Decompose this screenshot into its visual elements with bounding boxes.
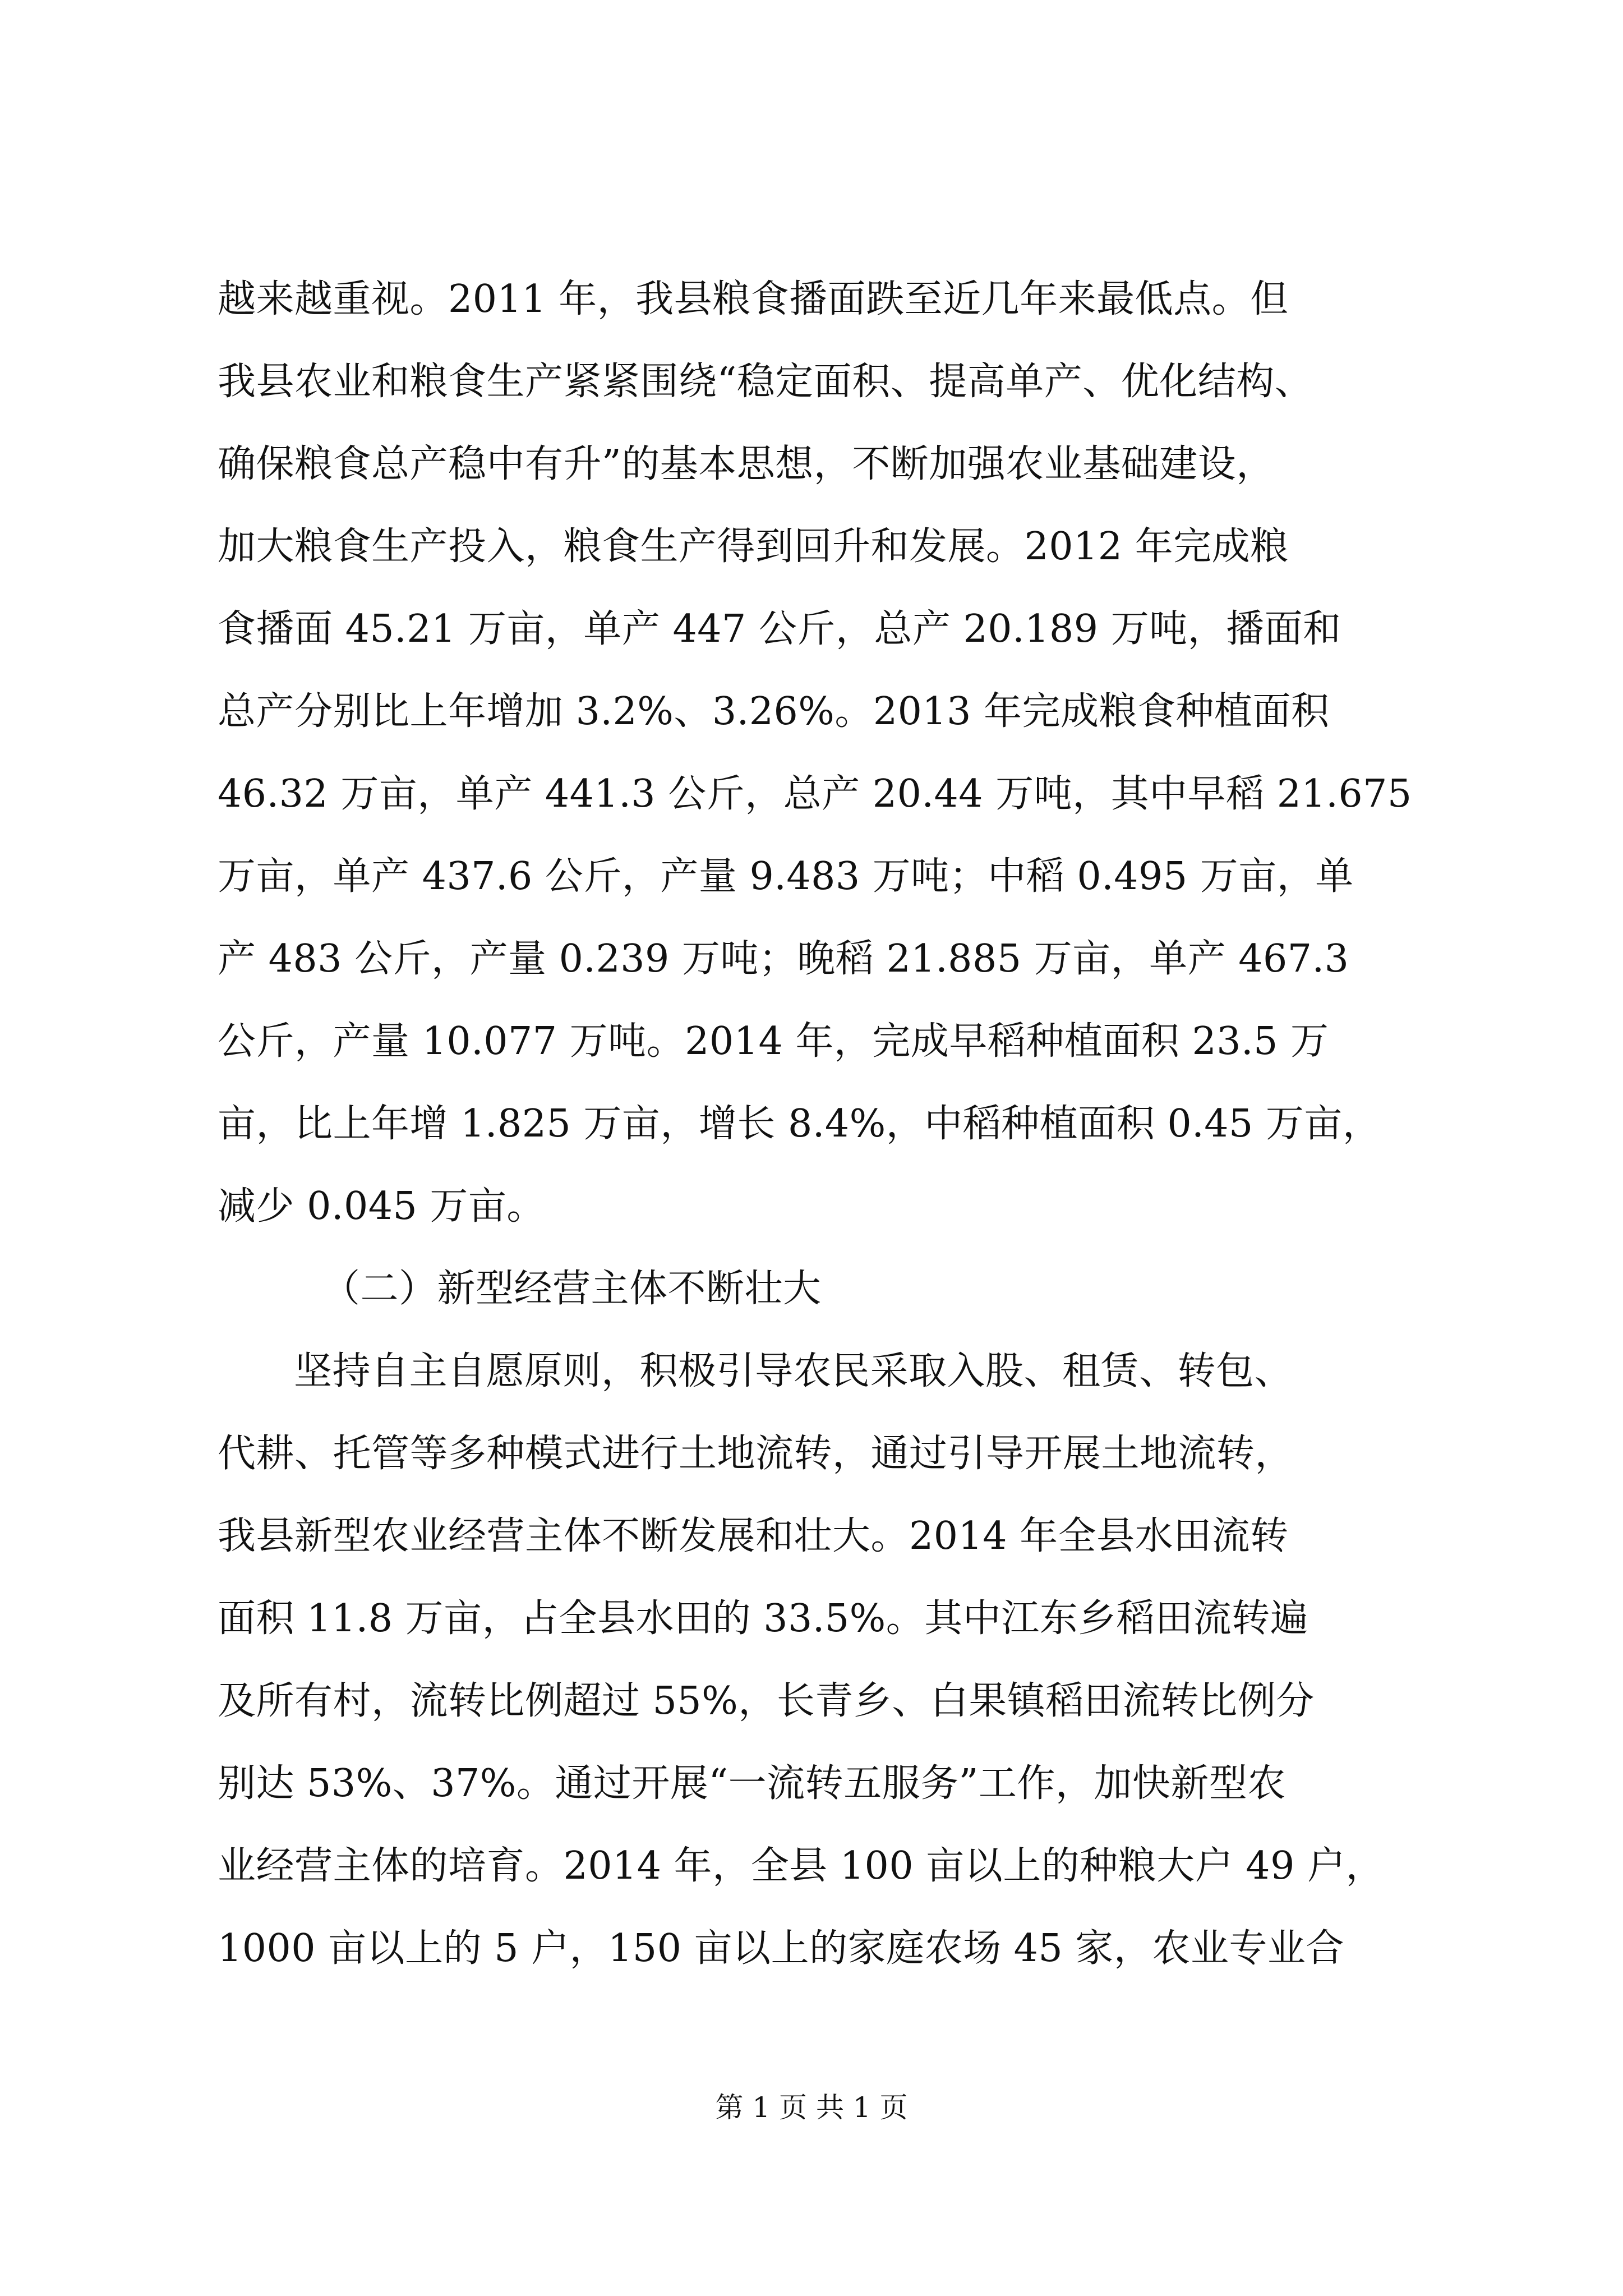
text-line: 加大粮食生产投入，粮食生产得到回升和发展。2012 年完成粮 [218,524,1289,569]
text-line: 我县新型农业经营主体不断发展和壮大。2014 年全县水田流转 [218,1514,1289,1558]
text-line: 减少 0.045 万亩。 [218,1184,545,1228]
document-body [218,258,1422,1990]
text-line: 产 483 公斤，产量 0.239 万吨；晚稻 21.885 万亩，单产 467.3 [218,937,1349,981]
text-line: 亩，比上年增 1.825 万亩，增长 8.4%，中稻种植面积 0.45 万亩， [218,1102,1381,1146]
page-footer: 第 1 页 共 1 页 [715,2091,908,2124]
text-line: 46.32 万亩，单产 441.3 公斤，总产 20.44 万吨，其中早稻 21.675 [218,772,1412,816]
text-line: 食播面 45.21 万亩，单产 447 公斤，总产 20.189 万吨，播面和 [218,607,1341,651]
text-line: 我县农业和粮食生产紧紧围绕“稳定面积、提高单产、优化结构、 [218,360,1313,404]
paragraph-first-line: 坚持自主自愿原则，积极引导农民采取入股、租赁、转包、 [294,1349,1293,1393]
text-line: 别达 53%、37%。通过开展“一流转五服务”工作，加快新型农 [218,1761,1286,1806]
text-line: 确保粮食总产稳中有升”的基本思想，不断加强农业基础建设， [218,442,1275,486]
text-line: 面积 11.8 万亩，占全县水田的 33.5%。其中江东乡稻田流转遍 [218,1596,1309,1641]
text-line: 代耕、托管等多种模式进行土地流转，通过引导开展土地流转， [218,1432,1294,1476]
text-line: 万亩，单产 437.6 公斤，产量 9.483 万吨；中稻 0.495 万亩，单 [218,854,1354,899]
text-line: 总产分别比上年增加 3.2%、3.26%。2013 年完成粮食种植面积 [218,689,1330,734]
text-line: 1000 亩以上的 5 户，150 亩以上的家庭农场 45 家，农业专业合 [218,1926,1344,1971]
section-heading: （二）新型经营主体不断壮大 [322,1267,822,1311]
text-line: 越来越重视。2011 年，我县粮食播面跌至近几年来最低点。但 [218,277,1289,321]
text-line: 业经营主体的培育。2014 年，全县 100 亩以上的种粮大户 49 户， [218,1844,1384,1888]
text-line: 及所有村，流转比例超过 55%，长青乡、白果镇稻田流转比例分 [218,1679,1315,1723]
text-line: 公斤，产量 10.077 万吨。2014 年，完成早稻种植面积 23.5 万 [218,1019,1329,1064]
